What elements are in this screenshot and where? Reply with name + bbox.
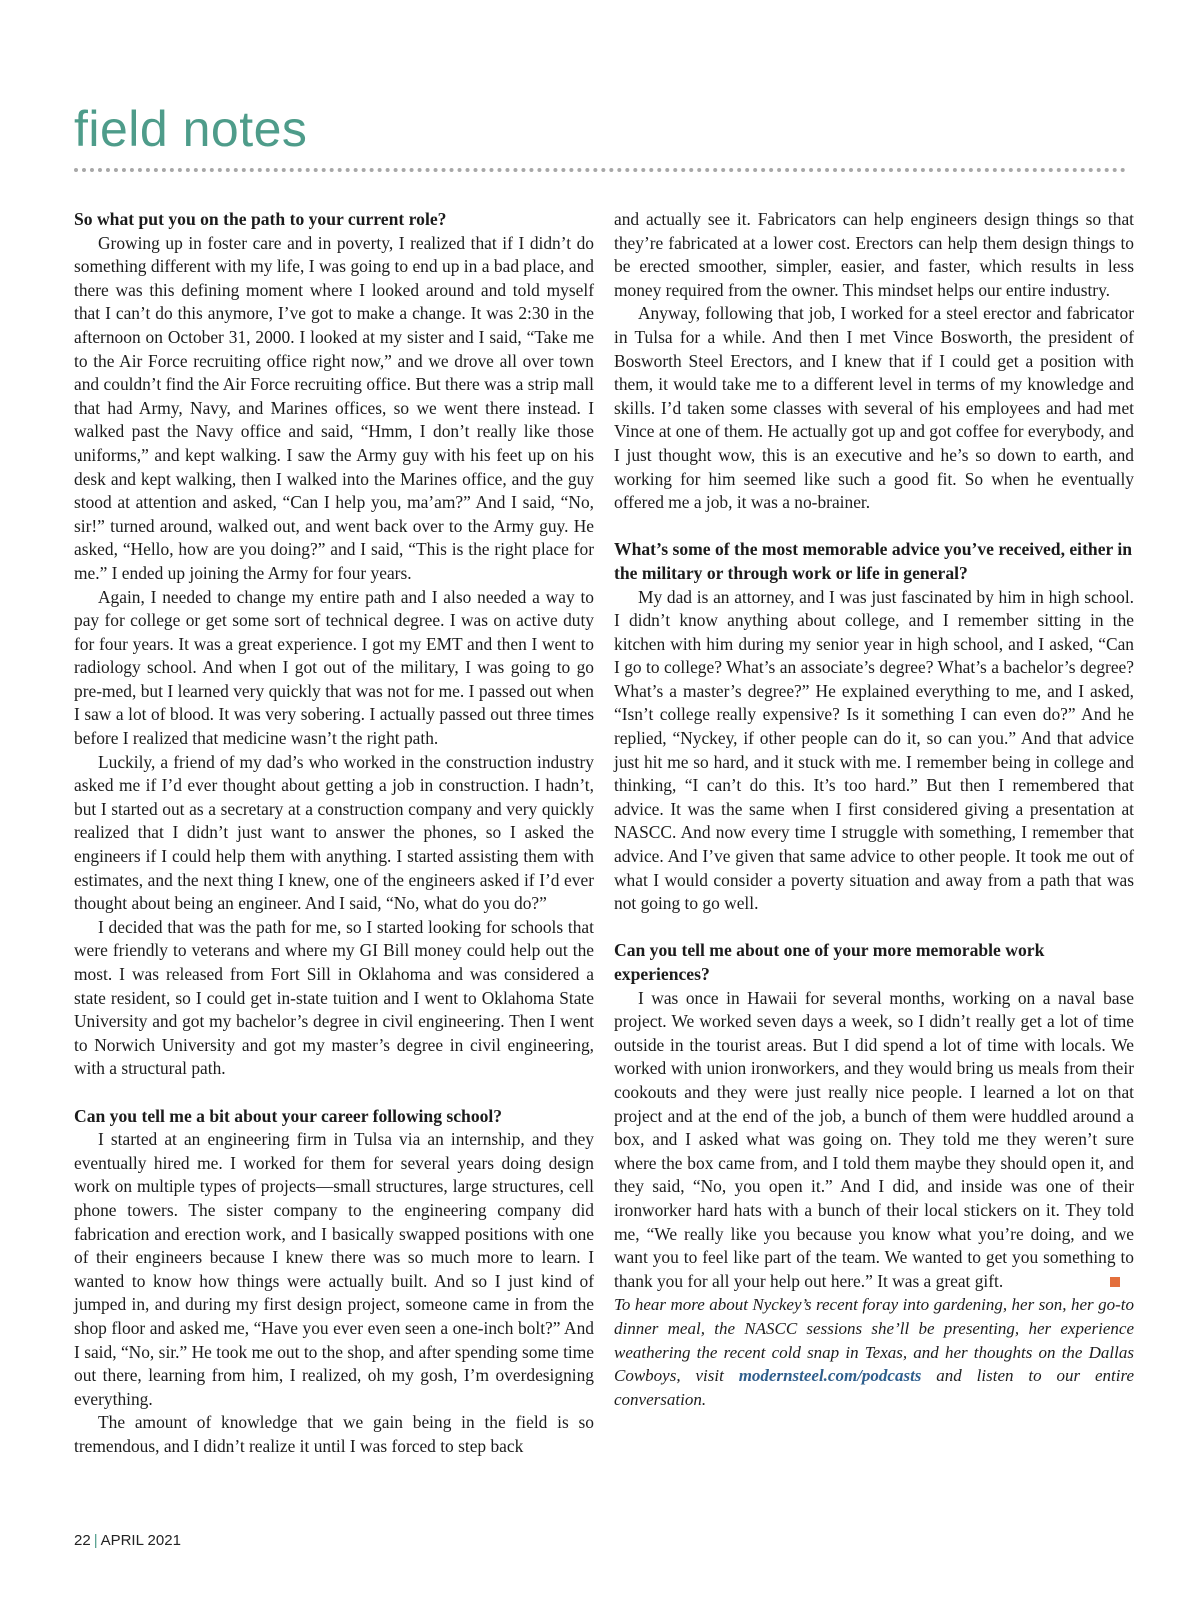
dotted-divider (74, 168, 1126, 172)
podcast-promo (614, 1293, 1134, 1411)
question-heading: So what put you on the path to your current role? (74, 209, 447, 229)
answer-text: I was once in Hawaii for several months, working on a naval base project. We worked seven days a week, so I didn’t really get a lot of time outside in the tourist areas. But I did spend a lot of time with locals. We worked with union ironworkers, and they would bring us meals from their cookouts and they were just really nice people. I learned a lot on that project and at the end of the job, a bunch of them were huddled around a box, and I asked what was going on. They told me they weren’t sure where the box came from, and I told them maybe they should open it, and they said, “No, you open it.” And I did, and inside was one of their ironworker hard hats with a bunch of their local stickers on it. They told me, “We really like you because you know what you’re doing, and we want you to feel like part of the team. We wanted to get you something to thank you for all your help out here.” It was a great gift. (614, 987, 1134, 1291)
page-folio (74, 1532, 181, 1549)
promo-text-end: and listen to our entire conversation. (614, 1366, 1134, 1409)
page-number: 22 (74, 1532, 91, 1549)
answer-paragraph-continued: and actually see it. Fabricators can help engineers design things so that they’re fabricated at a lower cost. Erectors can help them design things to be erected smoother, simpler, easier, and faster, which results in less money required from the owner. This mindset helps our entire industry. (614, 209, 1134, 300)
spacer (614, 515, 1134, 539)
question-heading: Can you tell me a bit about your career following school? (74, 1105, 503, 1126)
end-of-article-square-icon (1110, 1277, 1120, 1287)
promo-text: To hear more about Nyckey’s recent foray into gardening, her son, her go-to dinner meal, the NASCC sessions she’ll be presenting, her experience weathering the recent cold snap in Texas, and her thoughts on the Dallas Cowboys, visit (614, 1295, 1134, 1386)
article-column-right (614, 208, 1134, 1411)
answer-paragraph: Growing up in foster care and in poverty, I realized that if I didn’t do something different with my life, I was going to end up in a bad place, and there was this defining moment where I looked around and told myself that I can’t do this anymore, I’ve got to make a change. It was 2:30 in the afternoon on October 31, 2000. I looked at my sister and I said, “Take me to the Air Force recruiting office right now,” and we drove all over town and couldn’t find the Air Force recruiting office. But there was a strip mall that had Army, Navy, and Marines offices, so we went there instead. I walked past the Navy office and said, “Hmm, I don’t really like those uniforms,” and kept walking. I saw the Army guy with his feet up on his desk and kept walking, then I walked into the Marines office, and the guy stood at attention and asked, “Can I help you, ma’am?” And I said, “No, sir!” turned around, walked out, and went back over to the Army guy. He asked, “Hello, how are you doing?” and I said, “This is the right place for me.” I ended up joining the Army for four years. (74, 232, 594, 583)
answer-paragraph: I started at an engineering firm in Tulsa via an internship, and they eventually hired me. I worked for them for several years doing design work on multiple types of projects—small structures, large structures, cell phone towers. The sister company to the engineering company did fabrication and erection work, and I basically swapped positions with one of their engineers because I knew there was so much more to learn. I wanted to know how things were actually built. And so I just kind of jumped in, and during my first design project, someone came in from the shop floor and asked me, “Have you ever even seen a one-inch bolt?” And I said, “No, sir.” He took me out to the shop, and after spending some time out there, learning from him, I realized, oh my gosh, I’m overdesigning everything. (74, 1129, 594, 1409)
question-heading: Can you tell me about one of your more memorable work experiences? (614, 940, 1045, 984)
spacer (614, 916, 1134, 940)
answer-paragraph: I decided that was the path for me, so I started looking for schools that were friendly to veterans and where my GI Bill money could help out the most. I was released from Fort Sill in Oklahoma and was considered a state resident, so I could get in-state tuition and I went to Oklahoma State University and got my bachelor’s degree in civil engineering. Then I went to Norwich University and got my master’s degree in civil engineering, with a structural path. (74, 916, 594, 1079)
spacer (74, 1081, 594, 1105)
answer-paragraph: Luckily, a friend of my dad’s who worked in the construction industry asked me if I’d ever thought about getting a job in construction. I hadn’t, but I started out as a secretary at a construction company and very quickly realized that I didn’t just want to answer the phones, so I asked the engineers if I could help them with anything. I started assisting them with estimates, and the next thing I knew, one of the engineers asked if I’d ever thought about being an engineer. And I said, “No, what do you do?” (74, 751, 594, 914)
answer-paragraph (614, 987, 1134, 1294)
answer-paragraph: My dad is an attorney, and I was just fascinated by him in high school. I didn’t know anything about college, and I remember sitting in the kitchen with him during my senior year in high school, and I asked, “Can I go to college? What’s an associate’s degree? What’s a bachelor’s degree? What’s a master’s degree?” He explained everything to me, and I asked, “Isn’t college really expensive? Is it something I can even do?” And he replied, “Nyckey, if other people can do it, so can you.” And that advice just hit me so hard, and it stuck with me. I remember being in college and thinking, “I can’t do this. It’s too hard.” But then I remembered that advice. It was the same when I first considered giving a presentation at NASCC. And now every time I struggle with something, I remember that advice. And I’ve given that same advice to other people. It took me out of what I would consider a poverty situation and away from a path that was not going to go well. (614, 586, 1134, 914)
article-column-left (74, 208, 594, 1458)
answer-paragraph: Anyway, following that job, I worked for a steel erector and fabricator in Tulsa for a while. And then I met Vince Bosworth, the president of Bosworth Steel Erectors, and I knew that if I could get a position with them, it would take me to a different level in terms of my knowledge and skills. I’d taken some classes with several of his employees and had met Vince at one of them. He actually got up and got coffee for everybody, and I just thought wow, this is an executive and he’s so down to earth, and working for him seemed like such a good fit. So when he eventually offered me a job, it was a no-brainer. (614, 303, 1135, 513)
section-title: field notes (74, 101, 308, 157)
answer-paragraph: The amount of knowledge that we gain being in the field is so tremendous, and I didn’t realize it until I was forced to step back (74, 1412, 594, 1456)
question-heading: What’s some of the most memorable advice you’ve received, either in the military or through work or life in general? (614, 539, 1133, 583)
answer-paragraph: Again, I needed to change my entire path and I also needed a way to pay for college or get some sort of technical degree. I was on active duty for four years. It was a great experience. I got my EMT and then I went to radiology school. And when I got out of the military, I was going to go pre-med, but I learned very quickly that was not for me. I passed out when I saw a lot of blood. It was very sobering. I actually passed out three times before I realized that medicine wasn’t the right path. (74, 586, 594, 749)
issue-date: APRIL 2021 (100, 1532, 181, 1549)
folio-separator: | (93, 1532, 98, 1549)
podcast-link[interactable]: modernsteel.com/podcasts (738, 1366, 922, 1386)
